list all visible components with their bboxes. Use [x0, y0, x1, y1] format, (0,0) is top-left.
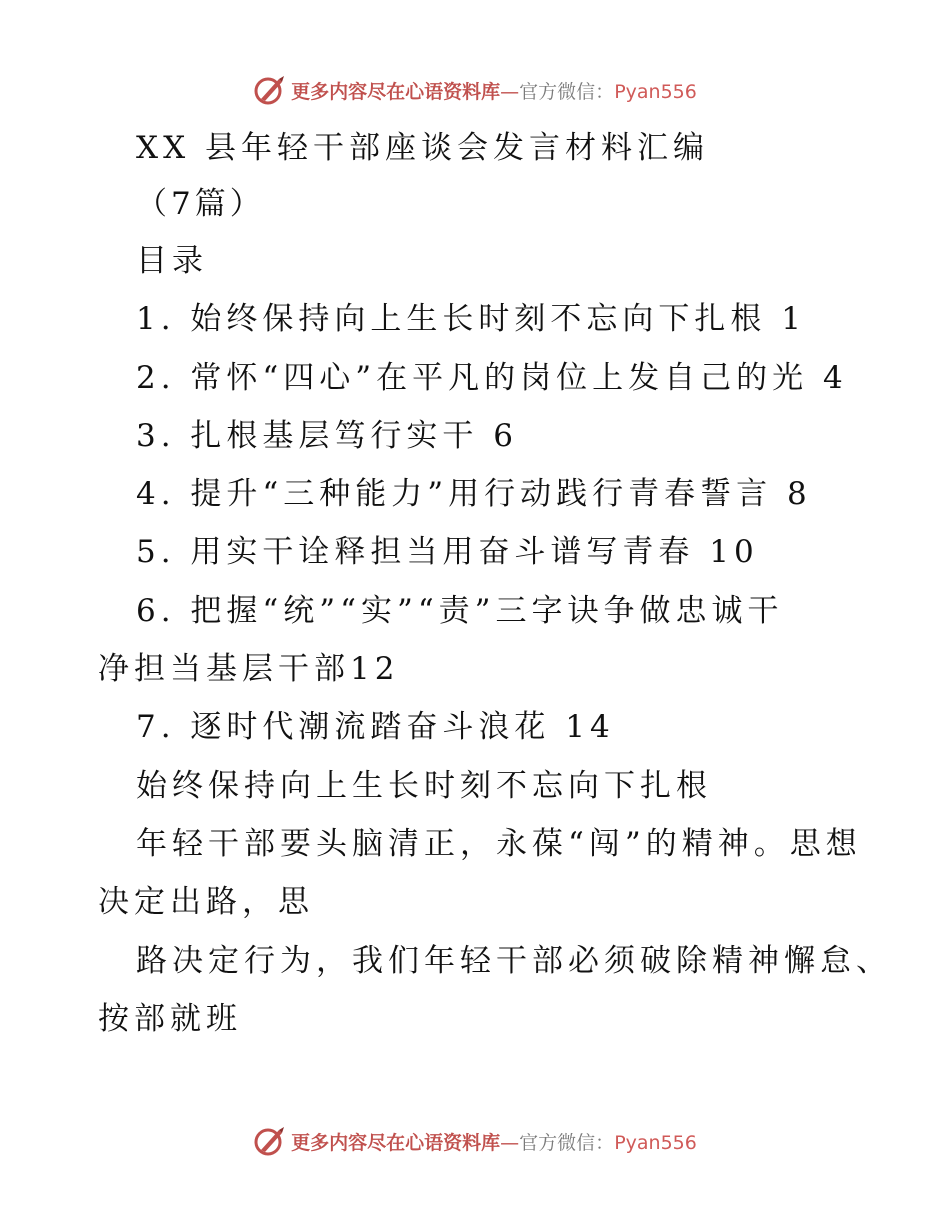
toc-item: 4. 提升“三种能力”用行动践行青春誓言 8 [136, 476, 812, 513]
toc-item-continuation: 净担当基层干部12 [98, 651, 400, 688]
toc-heading: 目录 [136, 243, 208, 279]
document-subtitle: （7篇） [136, 186, 265, 222]
toc-item: 1. 始终保持向上生长时刻不忘向下扎根 1 [136, 301, 807, 338]
document-title: XX 县年轻干部座谈会发言材料汇编 [136, 130, 709, 166]
toc-item: 3. 扎根基层笃行实干 6 [136, 417, 519, 454]
paragraph-line: 年轻干部要头脑清正，永葆“闯”的精神。思想 [136, 825, 862, 862]
footer-watermark [0, 1121, 950, 1161]
toc-item: 7. 逐时代潮流踏奋斗浪花 14 [136, 709, 615, 746]
toc-item: 6. 把握“统”“实”“责”三字诀争做忠诚干 [136, 592, 784, 629]
section-heading: 始终保持向上生长时刻不忘向下扎根 [136, 767, 712, 804]
watermark-text: 更多内容尽在心语资料库—官方微信：Pyan556 [291, 1131, 697, 1154]
toc-item: 2. 常怀“四心”在平凡的岗位上发自己的光 4 [136, 359, 848, 396]
header-watermark [0, 70, 950, 110]
toc-item: 5. 用实干诠释担当用奋斗谱写青春 10 [136, 534, 759, 571]
document-body [98, 120, 892, 1048]
paragraph-line: 路决定行为，我们年轻干部必须破除精神懈怠、 [136, 942, 892, 979]
watermark-text: 更多内容尽在心语资料库—官方微信：Pyan556 [291, 80, 697, 103]
paragraph-line: 决定出路，思 [98, 884, 314, 921]
paragraph-line: 按部就班 [98, 1000, 242, 1037]
quill-logo-icon [253, 1124, 287, 1158]
quill-logo-icon [253, 73, 287, 107]
